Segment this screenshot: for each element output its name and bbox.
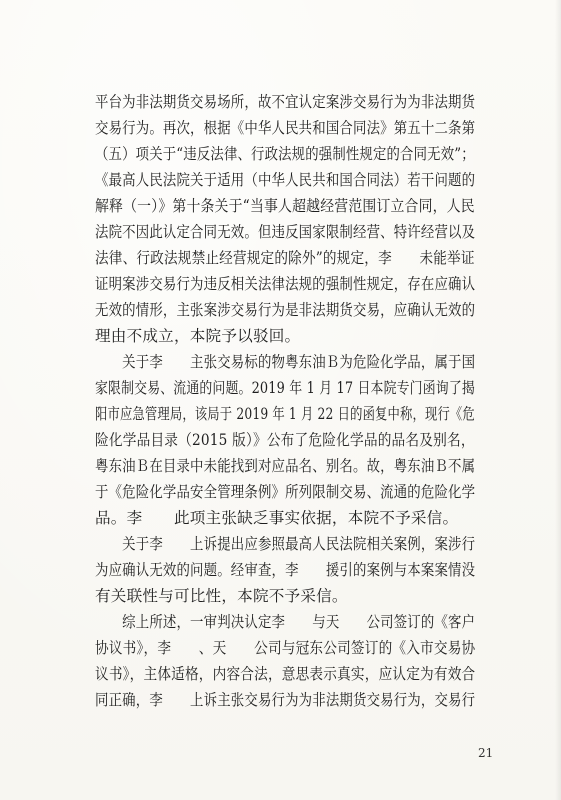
text-line: 法律、行政法规禁止经营规定的除外”的规定，李 未能举证 [95,249,475,267]
text-line: 粤东油Ｂ在目录中未能找到对应品名、别名。故，粤东油Ｂ不属 [95,457,476,475]
text-line: 无效的情形，主张案涉交易行为是非法期货交易，应确认无效的 [95,301,476,319]
text-line: 证明案涉交易行为违反相关法律法规的强制性规定，存在应确认 [95,275,476,293]
page-edge-shadow [555,0,561,800]
text-line: 协议书》，李 、天 公司与冠东公司签订的《入市交易协 [95,639,476,657]
text-line: 综上所述，一审判决认定李 与天 公司签订的《客户 [95,613,476,631]
text-line: 议书》，主体适格，内容合法，意思表示真实，应认定为有效合 [95,665,476,683]
text-line: 有关联性与可比性，本院不予采信。 [95,587,348,605]
text-line: 平台为非法期货交易场所，故不宜认定案涉交易行为为非法期货 [95,93,476,111]
text-line: 阳市应急管理局，该局于 2019 年 1 月 22 日的函复中称，现行《危 [95,405,475,423]
text-line: 于《危险化学品安全管理条例》所列限制交易、流通的危险化学 [95,483,476,501]
text-line: 为应确认无效的问题。经审查，李 援引的案例与本案案情没 [95,561,476,579]
text-line: 解释（一）》第十条关于“当事人超越经营范围订立合同，人民 [95,197,475,215]
text-line: 交易行为。再次，根据《中华人民共和国合同法》第五十二条第 [95,119,476,137]
text-line: 关于李 主张交易标的物粤东油Ｂ为危险化学品，属于国 [95,353,476,371]
text-line: （五）项关于“违反法律、行政法规的强制性规定的合同无效”； [95,145,475,163]
text-line: 理由不成立，本院予以驳回。 [95,327,301,345]
text-line: 《最高人民法院关于适用（中华人民共和国合同法）若干问题的 [95,171,476,189]
text-line: 法院不因此认定合同无效。但违反国家限制经营、特许经营以及 [95,223,476,241]
text-line: 关于李 上诉提出应参照最高人民法院相关案例，案涉行 [95,535,476,553]
text-line: 同正确，李 上诉主张交易行为为非法期货交易行为，交易行 [95,691,476,709]
text-line: 家限制交易、流通的问题。2019 年 1 月 17 日本院专门函询了揭 [95,379,475,397]
page-number: 21 [478,746,494,760]
text-line: 品。李 此项主张缺乏事实依据，本院不予采信。 [95,509,459,527]
text-line: 险化学品目录（2015 版）》公布了危险化学品的品名及别名， [95,431,475,449]
